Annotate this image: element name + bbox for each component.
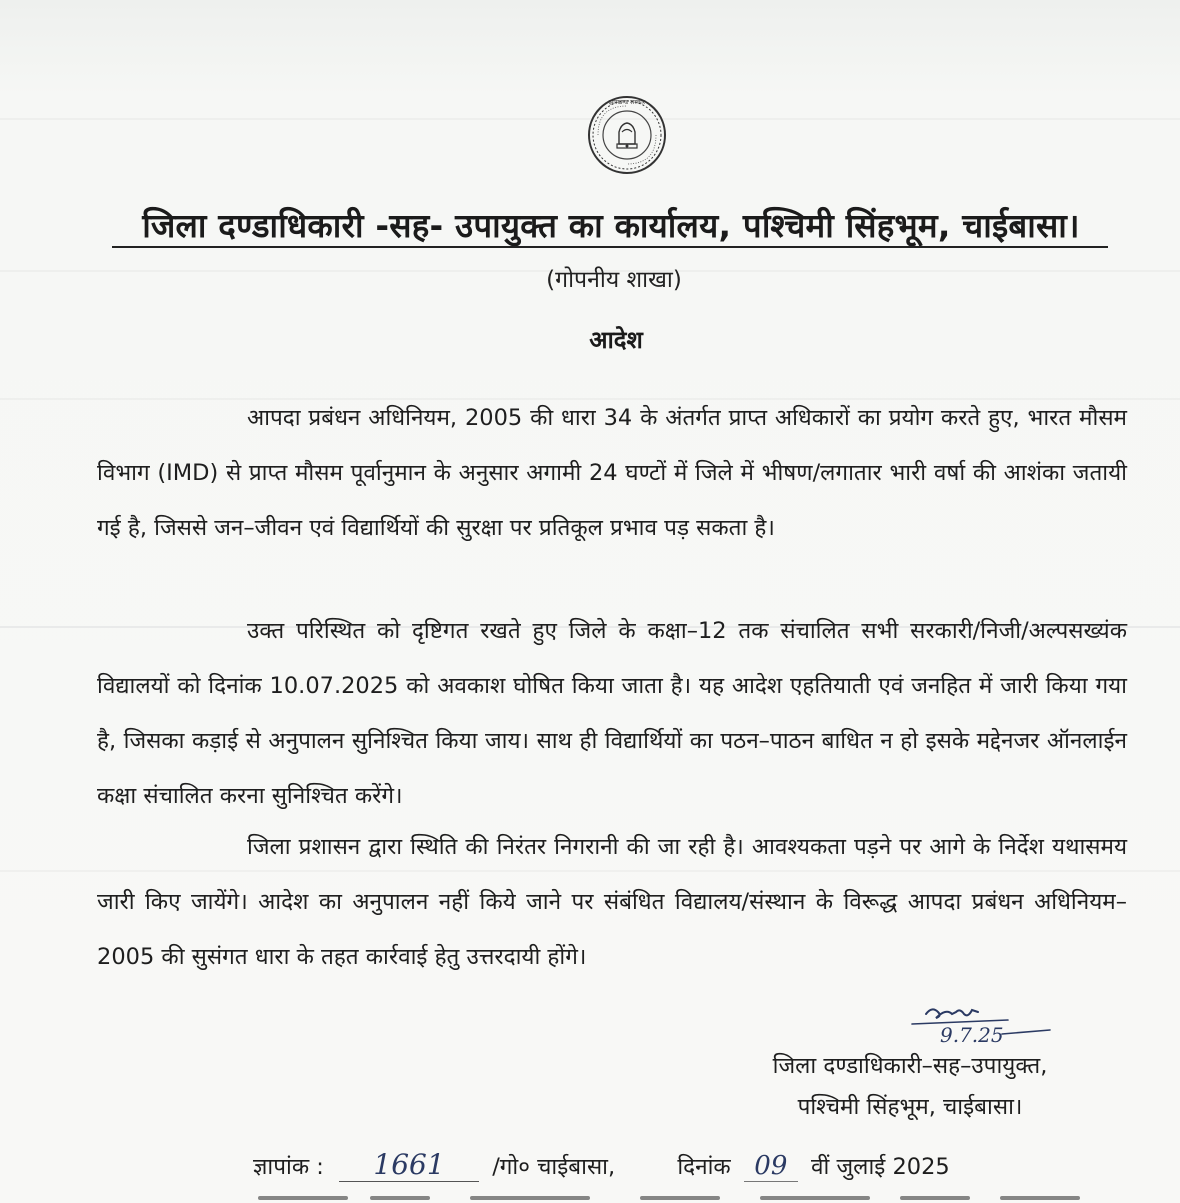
signature-date: 9.7.25 <box>940 1023 1004 1047</box>
memo-office: /गो० चाईबासा, <box>492 1154 616 1180</box>
signatory-location: पश्चिमी सिंहभूम, चाईबासा। <box>797 1094 1023 1120</box>
government-emblem-icon <box>586 94 668 176</box>
memo-number: 1661 <box>339 1148 479 1182</box>
reference-line <box>253 1148 950 1182</box>
section-name: (गोपनीय शाखा) <box>546 267 682 293</box>
memo-label: ज्ञापांक : <box>253 1154 324 1180</box>
date-month-year: वीं जुलाई 2025 <box>811 1154 950 1180</box>
title-underline <box>112 246 1108 248</box>
signatory-block <box>700 1046 1120 1128</box>
paragraph-1-text: आपदा प्रबंधन अधिनियम, 2005 की धारा 34 के अंतर्गत प्राप्त अधिकारों का प्रयोग करते हुए, भारत मौसम विभाग (IMD) से प्राप्त मौसम पूर्वानुमान के अनुसार अगामी 24 घण्टों में जिले में भीषण/लगातार भारी वर्षा की आशंका जतायी गई है, जिससे जन–जीवन एवं विद्यार्थियों की सुरक्षा पर प्रतिकूल प्रभाव पड़ सकता है। <box>97 405 1127 541</box>
order-heading: आदेश <box>589 326 643 354</box>
paragraph-3-text: जिला प्रशासन द्वारा स्थिति की निरंतर निगरानी की जा रही है। आवश्यकता पड़ने पर आगे के निर्देश यथासमय जारी किए जायेंगे। आदेश का अनुपालन नहीं किये जाने पर संबंधित विद्यालय/संस्थान के विरूद्ध आपदा प्रबंधन अधिनियम–2005 की सुसंगत धारा के तहत कार्रवाई हेतु उत्तरदायी होंगे। <box>97 834 1127 970</box>
paragraph-3 <box>97 820 1127 985</box>
paragraph-2-text: उक्त परिस्थित को दृष्टिगत रखते हुए जिले के कक्षा–12 तक संचालित सभी सरकारी/निजी/अल्पसख्यंक विद्यालयों को दिनांक 10.07.2025 को अवकाश घोषित किया जाता है। यह आदेश एहतियाती एवं जनहित में जारी किया गया है, जिसका कड़ाई से अनुपालन सुनिश्चित किया जाय। साथ ही विद्यार्थियों का पठन–पाठन बाधित न हो इसके मद्देनजर ऑनलाईन कक्षा संचालित करना सुनिश्चित करेंगे। <box>97 618 1127 809</box>
date-label: दिनांक <box>677 1154 731 1180</box>
paragraph-1 <box>97 391 1127 556</box>
handwritten-signature <box>898 1000 1058 1050</box>
cropped-text-line <box>0 1192 1180 1203</box>
signatory-designation: जिला दण्डाधिकारी–सह–उपायुक्त, <box>772 1053 1048 1079</box>
emblem-text: झारखण्ड सरकार <box>608 99 646 106</box>
office-title: जिला दण्डाधिकारी -सह- उपायुक्त का कार्यालय, पश्चिमी सिंहभूम, चाईबासा। <box>142 206 1080 245</box>
date-day: 09 <box>744 1151 798 1182</box>
paragraph-2 <box>97 604 1127 824</box>
